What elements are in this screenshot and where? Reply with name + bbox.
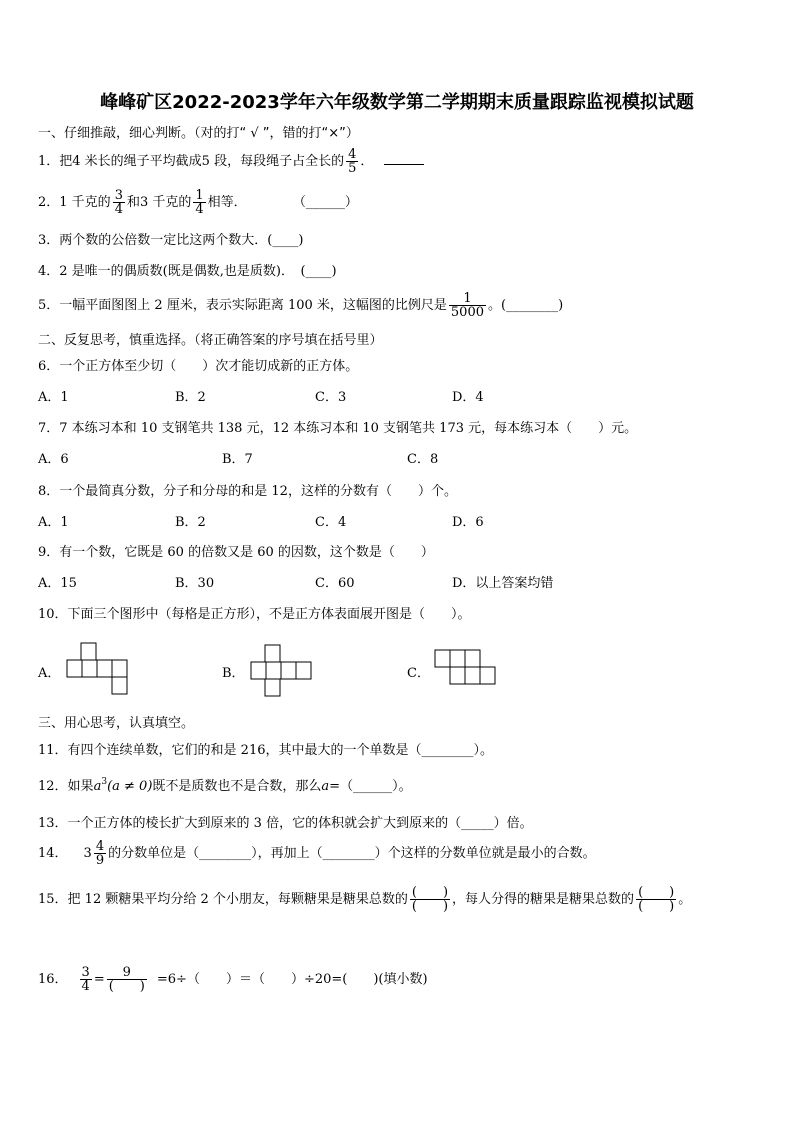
question-11 xyxy=(38,739,493,758)
question-5 xyxy=(38,292,563,319)
cube-net-c xyxy=(434,648,496,688)
question-8 xyxy=(38,480,457,499)
fraction xyxy=(94,840,106,867)
question-number: 13． xyxy=(38,816,68,831)
question-text: 两个数的公倍数一定比这两个数大．(____) xyxy=(59,233,304,248)
fraction xyxy=(449,292,486,319)
equals-sign: = xyxy=(93,972,105,987)
net-square xyxy=(112,677,127,694)
question-16 xyxy=(38,966,428,993)
net-square xyxy=(450,667,465,684)
fraction xyxy=(346,148,358,175)
question-number: 2． xyxy=(38,195,60,210)
question-number: 12． xyxy=(38,779,68,794)
option-a[interactable]: A．15 xyxy=(38,576,77,591)
numerator: 1 xyxy=(195,188,204,203)
question-12 xyxy=(38,775,412,794)
question-number: 16． xyxy=(38,972,68,987)
question-text: ，每人分得的糖果是糖果总数的 xyxy=(452,892,635,907)
net-square xyxy=(266,662,281,679)
answer-blank[interactable] xyxy=(384,154,424,165)
net-square xyxy=(97,660,112,677)
cube-net-a xyxy=(66,642,128,696)
option-b[interactable]: B．7 xyxy=(222,452,253,467)
option-a[interactable]: A．6 xyxy=(38,452,69,467)
question-number: 4． xyxy=(38,264,60,279)
fraction xyxy=(107,966,147,993)
option-d[interactable]: D．6 xyxy=(452,515,484,530)
net-square xyxy=(265,679,280,696)
option-b[interactable]: B．2 xyxy=(175,515,206,530)
whole-number: 3 xyxy=(83,846,92,861)
question-1 xyxy=(38,148,424,175)
section-1-heading: 一、仔细推敲，细心判断。（对的打“ √ ”，错的打“×”） xyxy=(38,126,359,141)
fraction-blank[interactable] xyxy=(636,886,676,913)
question-number: 8． xyxy=(38,484,60,499)
question-text: 1 千克的 xyxy=(59,195,111,210)
net-square xyxy=(480,667,495,684)
denominator: 4 xyxy=(195,202,204,217)
question-number: 9． xyxy=(38,545,60,560)
option-b[interactable]: B． xyxy=(222,666,245,681)
section-2-heading: 二、反复思考，慎重选择。（将正确答案的序号填在括号里） xyxy=(38,333,383,348)
denominator-blank[interactable]: ( ) xyxy=(108,979,145,994)
numerator: 4 xyxy=(348,147,357,162)
question-text: =6÷（ ）＝（ ）÷20=( )(填小数) xyxy=(156,972,428,987)
question-number: 7． xyxy=(38,421,60,436)
option-c[interactable]: C． xyxy=(407,666,430,681)
numerator: 4 xyxy=(95,839,105,854)
numerator: 9 xyxy=(122,965,131,980)
question-text: 如果 xyxy=(67,779,94,794)
question-text: 既不是质数也不是合数，那么 xyxy=(152,779,322,794)
condition: (a ≠ 0) xyxy=(107,779,153,794)
question-text: 的分数单位是（________），再加上（________）个这样的分数单位就是最小的合数。 xyxy=(108,846,596,861)
question-text: 2 是唯一的偶质数(既是偶数,也是质数)． (____) xyxy=(59,264,337,279)
question-number: 10． xyxy=(38,607,68,622)
question-text: 有四个连续单数，它们的和是 216，其中最大的一个单数是（________）。 xyxy=(67,743,493,758)
option-c[interactable]: C．3 xyxy=(315,390,347,405)
question-text: 一个正方体至少切（ ）次才能切成新的正方体。 xyxy=(59,359,359,374)
question-text: 一幅平面图图上 2 厘米，表示实际距离 100 米，这幅图的比例尺是 xyxy=(59,298,447,313)
option-b[interactable]: B．2 xyxy=(175,390,206,405)
net-square xyxy=(465,667,480,684)
answer-blank[interactable]: （______） xyxy=(292,195,358,210)
denominator-blank[interactable]: ( ) xyxy=(411,899,449,914)
question-text: =（______）。 xyxy=(329,779,412,794)
option-d[interactable]: D．4 xyxy=(452,390,484,405)
question-number: 6． xyxy=(38,359,60,374)
fraction xyxy=(193,189,205,216)
question-tail: ． xyxy=(360,154,374,169)
net-square xyxy=(450,650,465,667)
question-14 xyxy=(38,840,596,867)
option-a[interactable]: A． xyxy=(38,666,61,681)
question-number: 15． xyxy=(38,892,68,907)
numerator: 1 xyxy=(463,291,472,306)
net-square xyxy=(296,662,311,679)
page-title: 峰峰矿区2022-2023学年六年级数学第二学期期末质量跟踪监视模拟试题 xyxy=(100,92,694,113)
numerator: 3 xyxy=(81,965,90,980)
numerator-blank[interactable]: ( ) xyxy=(411,885,449,900)
variable: a xyxy=(321,779,330,794)
question-number: 1． xyxy=(38,154,60,169)
variable: a xyxy=(93,779,102,794)
question-10 xyxy=(38,603,471,622)
question-number: 3． xyxy=(38,233,60,248)
question-text: 。 xyxy=(678,892,692,907)
question-text: 7 本练习本和 10 支钢笔共 138 元，12 本练习本和 10 支钢笔共 173 元，每本练习本（ ）元。 xyxy=(59,421,638,436)
option-a[interactable]: A．1 xyxy=(38,515,69,530)
net-square xyxy=(465,650,480,667)
option-d[interactable]: D．以上答案均错 xyxy=(452,576,554,591)
net-square xyxy=(435,650,450,667)
net-square xyxy=(281,662,296,679)
section-3-heading: 三、用心思考，认真填空。 xyxy=(38,716,195,731)
denominator-blank[interactable]: ( ) xyxy=(638,899,675,914)
question-text: 把4 米长的绳子平均截成5 段，每段绳子占全长的 xyxy=(59,154,345,169)
question-text: 有一个数，它既是 60 的倍数又是 60 的因数，这个数是（ ） xyxy=(59,545,434,560)
option-c[interactable]: C．4 xyxy=(315,515,347,530)
option-a[interactable]: A．1 xyxy=(38,390,69,405)
net-square xyxy=(112,660,127,677)
fraction xyxy=(80,966,92,993)
net-square xyxy=(265,645,280,662)
question-9 xyxy=(38,541,434,560)
denominator: 5000 xyxy=(450,305,484,320)
fraction xyxy=(113,189,125,216)
option-c[interactable]: C．8 xyxy=(407,452,439,467)
option-b[interactable]: B．30 xyxy=(175,576,215,591)
question-tail: 。(________) xyxy=(488,298,564,313)
question-15 xyxy=(38,886,691,913)
cube-net-b xyxy=(250,644,312,698)
net-square xyxy=(251,662,266,679)
denominator: 9 xyxy=(95,853,105,868)
exponent: 3 xyxy=(101,777,108,787)
fraction-blank[interactable] xyxy=(410,886,450,913)
question-text: 一个最简真分数，分子和分母的和是 12，这样的分数有（ ）个。 xyxy=(59,484,457,499)
denominator: 4 xyxy=(114,202,123,217)
net-square xyxy=(81,643,96,660)
question-4 xyxy=(38,260,337,279)
question-2 xyxy=(38,189,358,216)
numerator: 3 xyxy=(114,188,123,203)
question-13 xyxy=(38,812,533,831)
question-3 xyxy=(38,229,303,248)
net-square xyxy=(82,660,97,677)
question-7 xyxy=(38,417,637,436)
question-text: 把 12 颗糖果平均分给 2 个小朋友，每颗糖果是糖果总数的 xyxy=(67,892,408,907)
question-text: 一个正方体的棱长扩大到原来的 3 倍，它的体积就会扩大到原来的（_____）倍。 xyxy=(67,816,533,831)
numerator-blank[interactable]: ( ) xyxy=(638,885,675,900)
question-number: 14． xyxy=(38,846,68,861)
question-text: 相等． xyxy=(207,195,247,210)
question-number: 11． xyxy=(38,743,68,758)
denominator: 5 xyxy=(348,161,357,176)
net-square xyxy=(67,660,82,677)
denominator: 4 xyxy=(81,979,90,994)
question-6 xyxy=(38,355,358,374)
question-number: 5． xyxy=(38,298,60,313)
question-text: 下面三个图形中（每格是正方形），不是正方体表面展开图是（ ）。 xyxy=(67,607,471,622)
question-text: 和3 千克的 xyxy=(126,195,192,210)
option-c[interactable]: C．60 xyxy=(315,576,355,591)
